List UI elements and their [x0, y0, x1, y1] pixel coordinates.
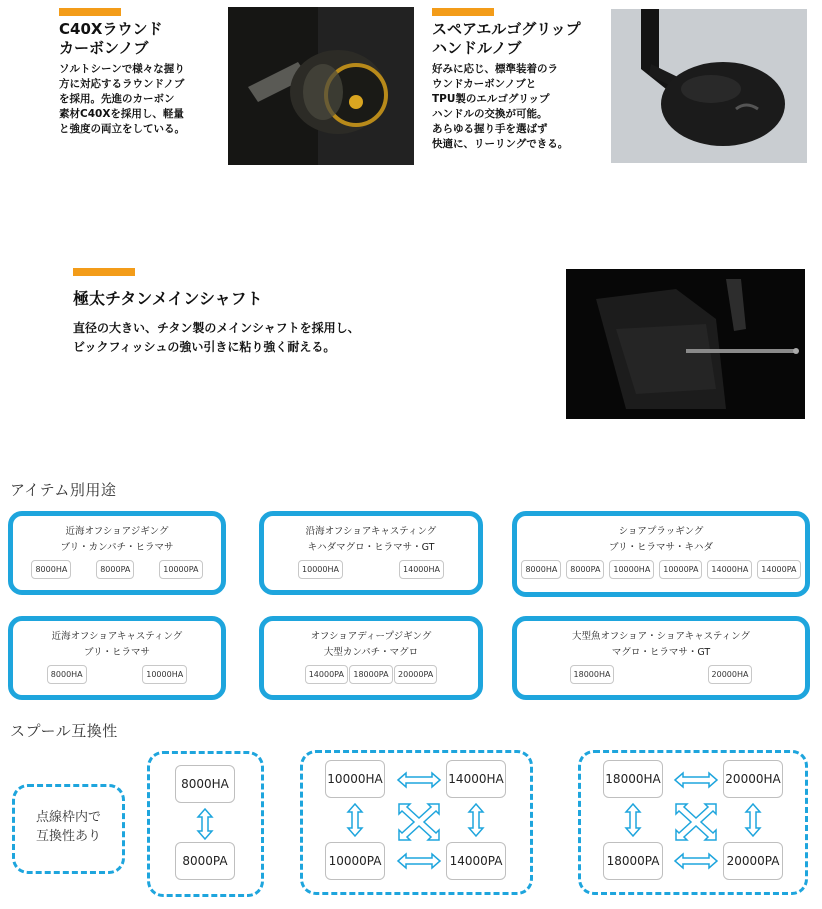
- ergo-grip-photo: [611, 9, 807, 163]
- model-pill: 8000PA: [96, 560, 134, 579]
- feature-body: ソルトシーンで様々な握り 方に対応するラウンドノブ を採用。先進のカーボン 素材C40Xを採用し、軽量 と強度の両立をしている。: [59, 63, 185, 135]
- spool-model: 18000PA: [603, 842, 663, 880]
- double-arrow-icon: [347, 803, 363, 837]
- double-arrow-icon: [397, 853, 441, 869]
- model-pill: 18000PA: [349, 665, 392, 684]
- model-pill: 20000PA: [394, 665, 437, 684]
- accent-bar: [59, 8, 121, 16]
- double-arrow-icon: [745, 803, 761, 837]
- model-pill: 14000PA: [757, 560, 800, 579]
- spool-model: 20000HA: [723, 760, 783, 798]
- double-arrow-icon: [625, 803, 641, 837]
- spool-model: 20000PA: [723, 842, 783, 880]
- model-pill: 14000PA: [305, 665, 348, 684]
- model-pill: 8000HA: [521, 560, 561, 579]
- usage-box: [8, 511, 226, 595]
- usage-box: [259, 616, 483, 700]
- model-pill: 18000HA: [570, 665, 615, 684]
- double-arrow-icon: [468, 803, 484, 837]
- usage-category: ショアプラッギング: [618, 526, 704, 537]
- model-pill: 10000HA: [142, 665, 187, 684]
- double-arrow-icon: [674, 853, 718, 869]
- usage-species: ブリ・カンパチ・ヒラマサ: [60, 542, 174, 553]
- cross-arrow-icon: [397, 802, 441, 842]
- main-shaft-photo: [566, 269, 805, 419]
- usage-species: ブリ・ヒラマサ・キハダ: [608, 542, 714, 553]
- usage-section-title: アイテム別用途: [10, 481, 117, 499]
- cross-arrow-icon: [674, 802, 718, 842]
- model-pill: 10000PA: [159, 560, 202, 579]
- spool-section-title: スプール互換性: [10, 722, 118, 740]
- carbon-knob-photo: [228, 7, 414, 165]
- usage-category: 沿海オフショアキャスティング: [305, 526, 437, 537]
- usage-category: 近海オフショアジギング: [65, 526, 169, 537]
- spool-model: 10000HA: [325, 760, 385, 798]
- model-pill: 20000HA: [708, 665, 753, 684]
- spool-model: 8000HA: [175, 765, 235, 803]
- usage-category: オフショアディープジギング: [310, 631, 432, 642]
- double-arrow-icon: [397, 772, 441, 788]
- model-pill: 14000HA: [707, 560, 752, 579]
- double-arrow-icon: [674, 772, 718, 788]
- usage-species: マグロ・ヒラマサ・GT: [611, 647, 711, 658]
- model-pill: 10000HA: [298, 560, 343, 579]
- usage-box: [512, 616, 810, 700]
- model-pill: 10000PA: [659, 560, 702, 579]
- spool-model: 14000HA: [446, 760, 506, 798]
- usage-box: [512, 511, 810, 597]
- usage-species: キハダマグロ・ヒラマサ・GT: [307, 542, 435, 553]
- spool-model: 8000PA: [175, 842, 235, 880]
- model-pill: 8000HA: [47, 665, 87, 684]
- feature-body: 直径の大きい、チタン製のメインシャフトを採用し、 ビックフィッシュの強い引きに粘り強く耐える。: [73, 321, 360, 354]
- spool-model: 14000PA: [446, 842, 506, 880]
- feature-title: C40Xラウンド カーボンノブ: [59, 20, 163, 57]
- usage-species: ブリ・ヒラマサ: [83, 647, 151, 658]
- model-pill: 10000HA: [609, 560, 654, 579]
- usage-box: [259, 511, 483, 595]
- feature-body: 好みに応じ、標準装着のラ ウンドカーボンノブと TPU製のエルゴグリップ ハンドルの交換が可能。 あらゆる握り手を選ばず 快適に、リーリングできる。: [432, 63, 569, 150]
- usage-category: 大型魚オフショア・ショアキャスティング: [572, 631, 750, 642]
- legend-text: 点線枠内で 互換性あり: [35, 810, 101, 844]
- usage-species: 大型カンパチ・マグロ: [323, 647, 419, 658]
- feature-title: 極太チタンメインシャフト: [73, 289, 263, 308]
- accent-bar: [432, 8, 494, 16]
- usage-box: [8, 616, 226, 700]
- model-pill: 8000PA: [566, 560, 604, 579]
- model-pill: 14000HA: [399, 560, 444, 579]
- spool-model: 18000HA: [603, 760, 663, 798]
- feature-title: スペアエルゴグリップ ハンドルノブ: [432, 20, 581, 57]
- accent-bar: [73, 268, 135, 276]
- model-pill: 8000HA: [31, 560, 71, 579]
- usage-category: 近海オフショアキャスティング: [51, 631, 183, 642]
- double-arrow-icon: [197, 808, 213, 840]
- spool-model: 10000PA: [325, 842, 385, 880]
